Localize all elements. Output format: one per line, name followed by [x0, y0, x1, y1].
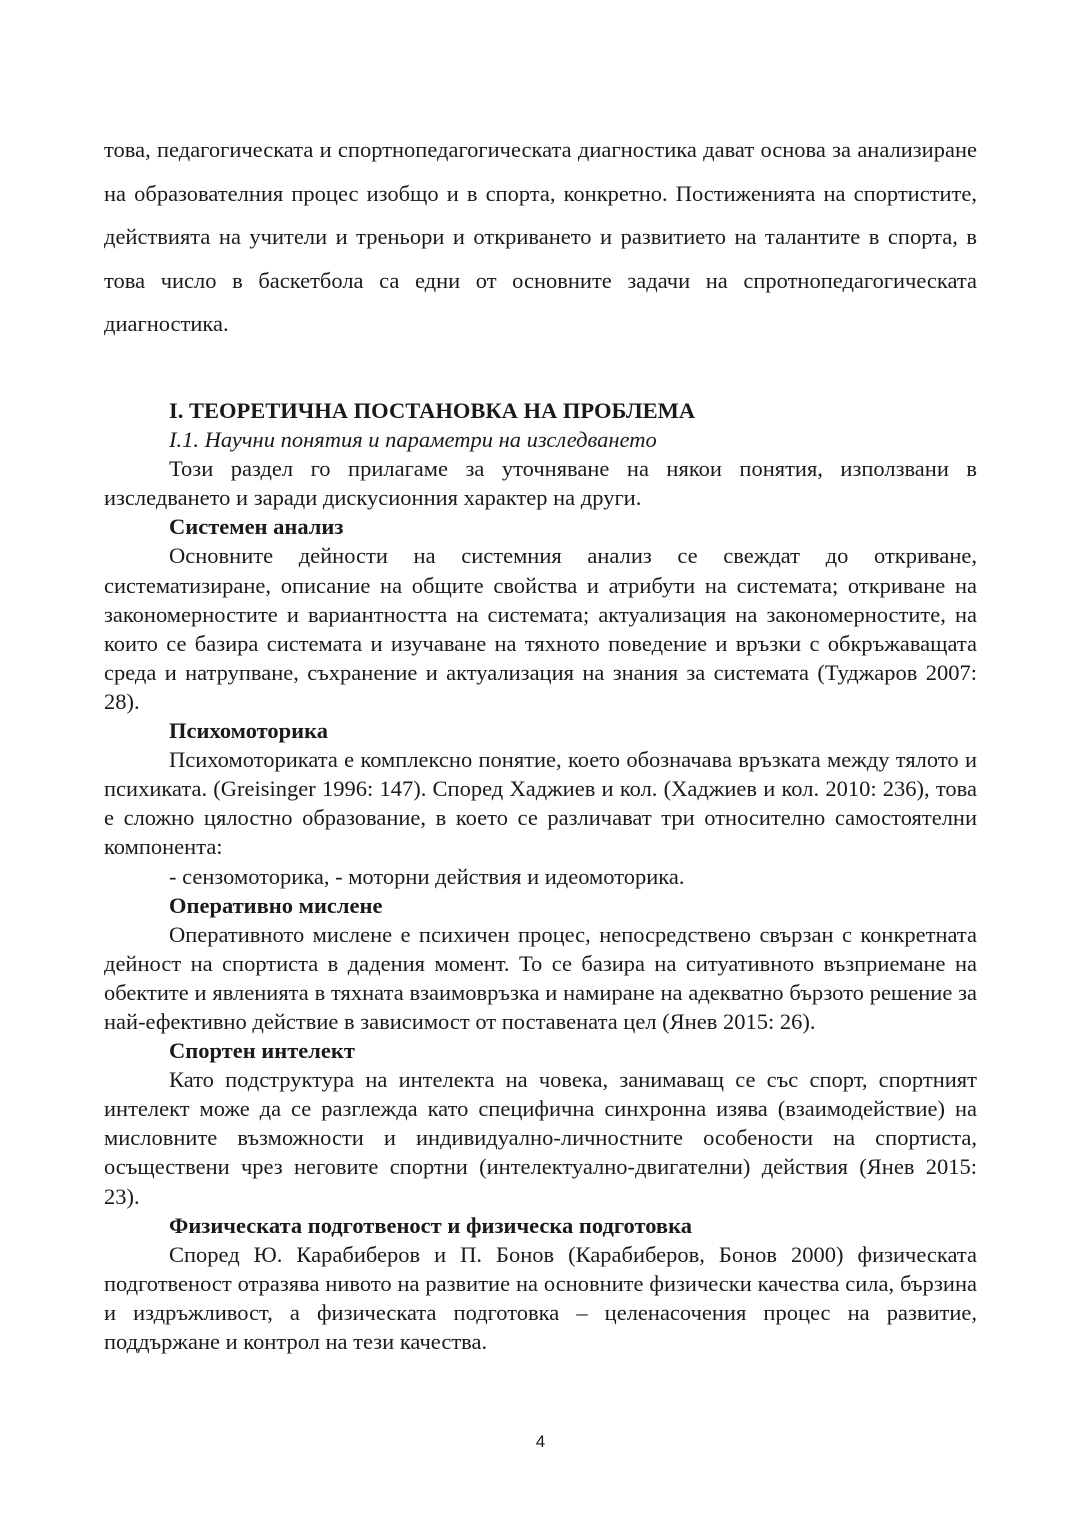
section-intro-paragraph: Този раздел го прилагаме за уточняване на някои понятия, използвани в изследването и заради дискусионния характер на други.: [104, 456, 977, 511]
term-heading-operative-thinking: Оперативно мислене: [169, 892, 383, 918]
chapter-title: I. ТЕОРЕТИЧНА ПОСТАНОВКА НА ПРОБЛЕМА: [169, 398, 696, 423]
term-heading-systems-analysis: Системен анализ: [169, 514, 344, 540]
term-heading-physical-preparedness: Физическата подготвеност и физическа подготовка: [169, 1212, 692, 1238]
term-paragraph-physical-preparedness: Според Ю. Карабиберов и П. Бонов (Карабиберов, Бонов 2000) физическата подготвеност отразява нивото на развитие на основните физически качества сила, бързина и издръжливост, а физическата подготовка – целенасочения процес на развитие, поддържане и контрол на тези качества.: [104, 1241, 977, 1354]
document-page: [104, 0, 977, 1527]
term-paragraph-operative-thinking: Оперативното мислене е психичен процес, непосредствено свързан с конкретната дейност на спортиста в дадения момент. То се базира на ситуативното възприемане на обектите и явленията в тяхната взаимовръзка и намиране на адекватно бързото решение за най-ефективно действие в зависимост от поставената цел (Янев 2015: 26).: [104, 921, 977, 1034]
term-paragraph-sport-intellect: Като подструктура на интелекта на човека, занимаващ се със спорт, спортният интелект може да се разглежда като специфична синхронна изява (взаимодействие) на мисловните възможности и индивидуално-личностните особености на спортиста, осъществени чрез неговите спортни (интелектуално-двигателни) действия (Янев 2015: 23).: [104, 1067, 977, 1209]
term-paragraph-systems-analysis: Основните дейности на системния анализ се свеждат до откриване, систематизиране, описание на общите свойства и атрибути на системата; откриване на закономерностите и вариантността на системата; актуализация на закономерностите, на които се базира системата и изучаване на тяхното поведение и връзки с обкръжаващата среда и натрупване, съхранение и актуализация на знания за системата (Туджаров 2007: 28).: [104, 543, 977, 714]
term-paragraph-psychomotorics-components: - сензомоторика, - моторни действия и идеомоторика.: [169, 863, 685, 889]
main-section: [104, 396, 977, 1356]
term-heading-psychomotorics: Психомоторика: [169, 718, 329, 744]
intro-block: [104, 128, 977, 346]
page-number: 4: [535, 1432, 546, 1451]
term-heading-sport-intellect: Спортен интелект: [169, 1038, 355, 1064]
term-paragraph-psychomotorics: Психомоториката е комплексно понятие, което обозначава връзката между тялото и психиката. (Greisinger 1996: 147). Според Хаджиев и кол. (Хаджиев и кол. 2010: 236), това е сложно цялостно образование, в което се различават три относително самостоятелни компонента:: [104, 747, 977, 860]
intro-paragraph: това, педагогическата и спортнопедагогическата диагностика дават основа за анализиране на образователния процес изобщо и в спорта, конкретно. Постиженията на спортистите, действията на учители и треньори и откриването и развитието на талантите в спорта, в това число в баскетбола са едни от основните задачи на спротнопедагогическата диагностика.: [104, 137, 977, 336]
section-title: I.1. Научни понятия и параметри на изследването: [169, 427, 657, 453]
